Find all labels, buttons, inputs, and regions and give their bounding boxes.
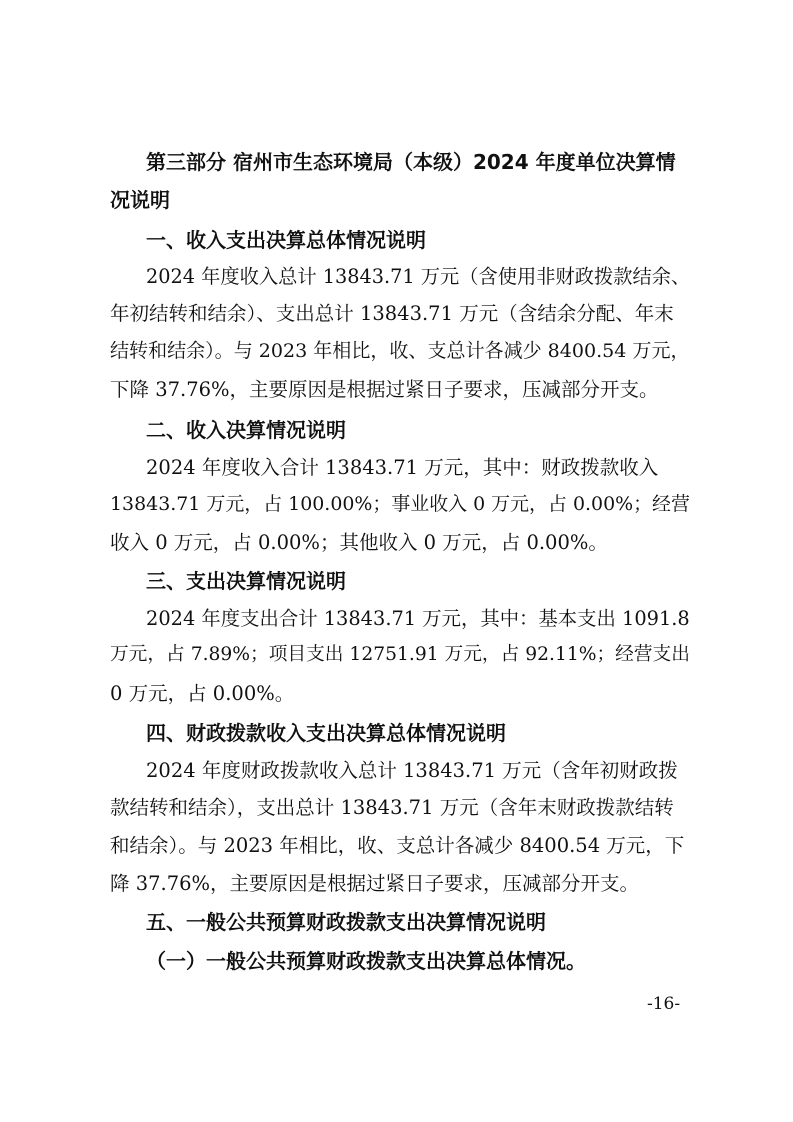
page-number: -16- [647,994,681,1014]
paragraph-line: 13843.71 万元，占 100.00%；事业收入 0 万元，占 0.00%；经营 [110,493,690,515]
paragraph-line: 万元，占 7.89%；项目支出 12751.91 万元，占 92.11%；经营支出 [110,644,690,665]
section-heading-1: 一、收入支出决算总体情况说明 [146,228,426,252]
paragraph-line: 2024 年度财政拨款收入总计 13843.71 万元（含年初财政拨 [146,759,678,782]
page-title-line-1: 第三部分 宿州市生态环境局（本级）2024 年度单位决算情 [146,150,676,174]
paragraph-line: 收入 0 万元，占 0.00%；其他收入 0 万元，占 0.00%。 [110,531,608,554]
paragraph-line: 和结余）。与 2023 年相比，收、支总计各减少 8400.54 万元，下 [110,834,685,857]
paragraph-line: 结转和结余）。与 2023 年相比，收、支总计各减少 8400.54 万元， [110,340,690,362]
paragraph-line: 款结转和结余），支出总计 13843.71 万元（含年末财政拨款结转 [110,796,674,819]
paragraph-line: 2024 年度支出合计 13843.71 万元，其中：基本支出 1091.8 [146,607,690,630]
section-heading-5: 五、一般公共预算财政拨款支出决算情况说明 [146,910,546,934]
paragraph-line: 0 万元，占 0.00%。 [110,682,295,705]
section-heading-3: 三、支出决算情况说明 [146,569,346,593]
paragraph-line: 降 37.76%，主要原因是根据过紧日子要求，压减部分开支。 [110,872,640,895]
paragraph-line: 年初结转和结余）、支出总计 13843.71 万元（含结余分配、年末 [110,302,674,325]
paragraph-line: 2024 年度收入合计 13843.71 万元，其中：财政拨款收入 [146,456,659,479]
page-title-line-2: 况说明 [110,188,170,212]
paragraph-line: 下降 37.76%，主要原因是根据过紧日子要求，压减部分开支。 [110,378,659,401]
subsection-heading: （一）一般公共预算财政拨款支出决算总体情况。 [146,949,586,973]
section-heading-2: 二、收入决算情况说明 [146,418,346,442]
section-heading-4: 四、财政拨款收入支出决算总体情况说明 [146,721,506,745]
paragraph-line: 2024 年度收入总计 13843.71 万元（含使用非财政拨款结余、 [146,265,691,288]
